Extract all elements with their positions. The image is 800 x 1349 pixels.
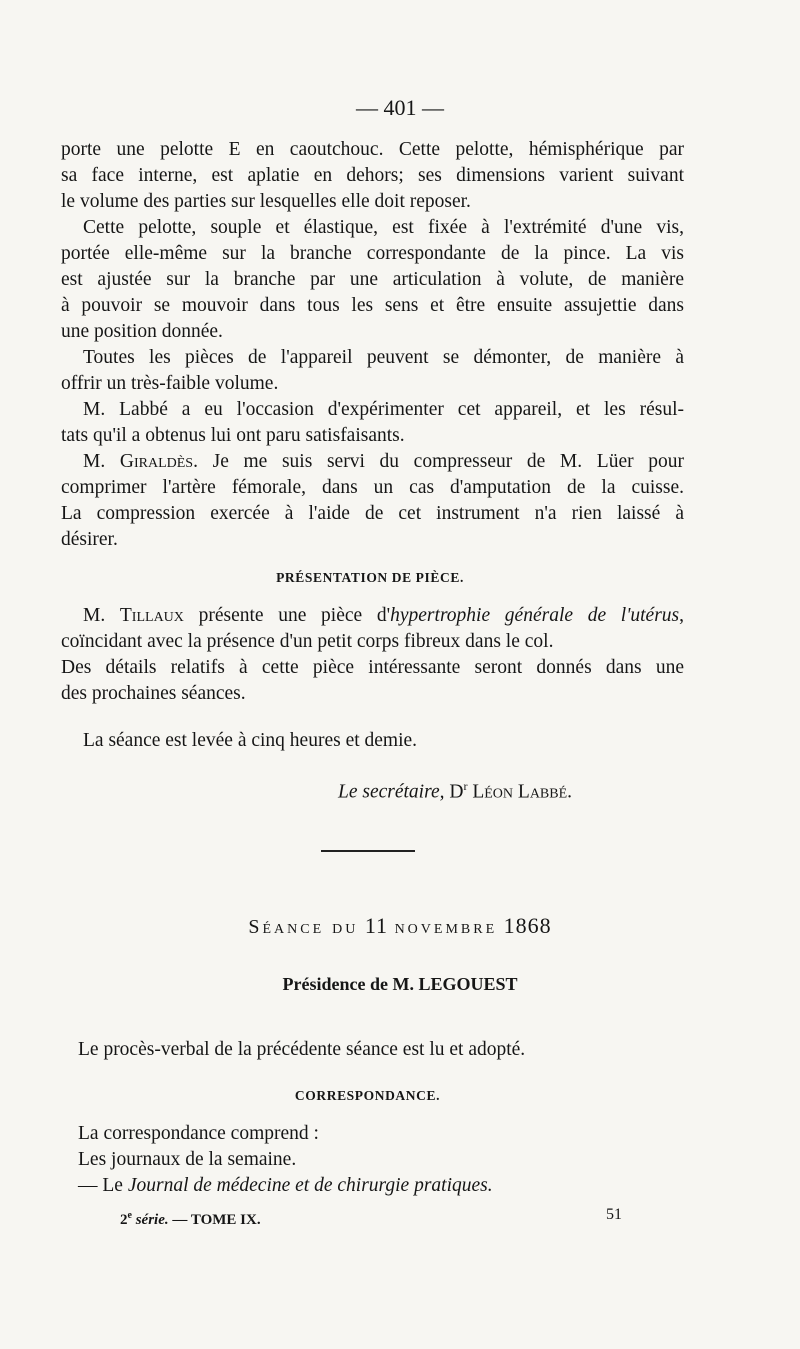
correspondance-journal: [78, 1173, 493, 1199]
text-line: Cette pelotte, souple et élastique, est fixée à l'extrémité d'une vis,: [83, 217, 684, 238]
text-line: La séance est levée à cinq heures et demie.: [83, 730, 418, 751]
signature-role: Le secrétaire,: [338, 781, 445, 803]
text-fragment: ,: [679, 605, 684, 626]
presidence-heading: Présidence de M. LEGOUEST: [282, 974, 518, 994]
text-line: tats qu'il a obtenus lui ont paru satisfaisants.: [61, 425, 405, 446]
speaker-name: Tillaux: [119, 605, 184, 626]
signature-name: Léon Labbé.: [472, 781, 573, 803]
seance-year: 1868: [503, 913, 552, 938]
tome-label: — TOME IX.: [172, 1212, 261, 1228]
text-line: M. Labbé a eu l'occasion d'expérimenter cet appareil, et les résul-: [83, 399, 684, 420]
text-line: sa face interne, est aplatie en dehors; ses dimensions varient suivant: [61, 165, 684, 186]
text-fragment: M.: [83, 605, 120, 626]
text-line: à pouvoir se mouvoir dans tous les sens et être ensuite assujettie dans: [61, 295, 684, 316]
seance-day: 11: [364, 913, 389, 938]
seance-heading: [0, 913, 800, 939]
text-fragment: M.: [83, 451, 120, 472]
text-fragment: — Le: [78, 1175, 128, 1196]
section-divider: [321, 850, 415, 852]
text-line: porte une pelotte E en caoutchouc. Cette pelotte, hémisphérique par: [61, 139, 684, 160]
sheet-number: 51: [606, 1206, 622, 1223]
correspondance-line: Les journaux de la semaine.: [78, 1149, 297, 1170]
text-line: le volume des parties sur lesquelles elle doit reposer.: [61, 191, 471, 212]
text-line: est ajustée sur la branche par une articulation à volute, de manière: [61, 269, 684, 290]
page-number: — 401 —: [356, 95, 444, 120]
text-line: [83, 449, 684, 475]
signature-title-sup: r: [463, 779, 468, 793]
text-line: une position donnée.: [61, 321, 223, 342]
section-heading-presentation: PRÉSENTATION DE PIÈCE.: [276, 570, 464, 585]
text-line: des prochaines séances.: [61, 683, 246, 704]
text-line: La compression exercée à l'aide de cet instrument n'a rien laissé à: [61, 503, 684, 524]
text-line: Des détails relatifs à cette pièce intéressante seront donnés dans une: [61, 657, 684, 678]
correspondance-line: La correspondance comprend :: [78, 1123, 319, 1144]
text-line: comprimer l'artère fémorale, dans un cas d'amputation de la cuisse.: [61, 477, 684, 498]
text-line: Toutes les pièces de l'appareil peuvent se démonter, de manière à: [83, 347, 684, 368]
seance-word: Séance du: [248, 916, 359, 938]
serie-word: série.: [135, 1212, 169, 1228]
text-fragment: présente une pièce d': [183, 605, 391, 626]
text-line: offrir un très-faible volume.: [61, 373, 279, 394]
journal-title: Journal de médecine et de chirurgie pratiques.: [127, 1175, 493, 1196]
text-line: portée elle-même sur la branche correspondante de la pince. La vis: [61, 243, 684, 264]
text-line: désirer.: [61, 529, 118, 550]
seance-month: novembre: [394, 916, 498, 938]
section-heading-correspondance: CORRESPONDANCE.: [294, 1088, 441, 1103]
proces-verbal-line: Le procès-verbal de la précédente séance est lu et adopté.: [78, 1039, 526, 1060]
speaker-name: Giraldès: [119, 451, 194, 472]
serie-sup: e: [127, 1210, 132, 1221]
signature-title: D: [449, 781, 464, 803]
italic-phrase: hypertrophie générale de l'utérus: [390, 605, 680, 626]
text-line: coïncidant avec la présence d'un petit corps fibreux dans le col.: [61, 631, 554, 652]
text-line: [83, 603, 684, 629]
text-fragment: . Je me suis servi du compresseur de M. Lüer pour: [193, 451, 684, 472]
footer-signature-mark: [120, 1210, 261, 1229]
serie-number: 2: [120, 1212, 128, 1228]
signature: [338, 773, 572, 806]
